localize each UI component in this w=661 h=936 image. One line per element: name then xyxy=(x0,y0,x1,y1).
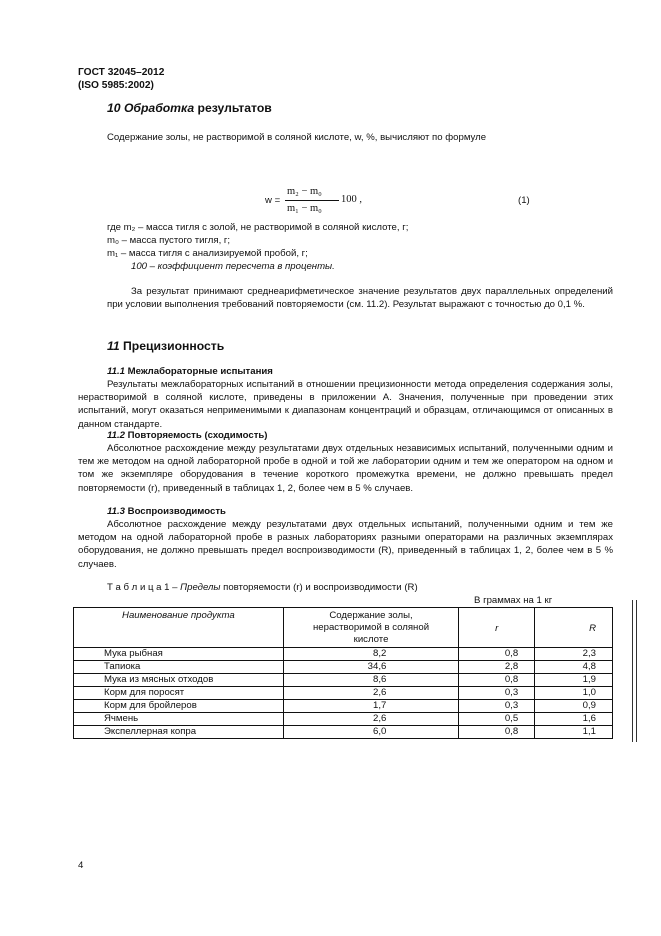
where-line-m0: m₀ – масса пустого тигля, г; xyxy=(107,235,231,246)
s11-1-text: Результаты межлабораторных испытаний в отношении прецизионности метода определения содержания золы, нерастворимой в соляной кислоте, приведены в приложении А. Значения, полученные при проведении этих испытаний, могут оказаться неприменимыми к диапазонам концентраций и образцам, отличающимся от описанных в данном стандарте. xyxy=(78,379,613,430)
section-10-number-title: 10 Обработка xyxy=(107,101,195,115)
cell-r: 0,5 xyxy=(459,713,535,726)
cell-r: 0,3 xyxy=(459,700,535,713)
result-paragraph: За результат принимают среднеарифметическое значение результатов двух параллельных определений при условии выполнения требований повторяемости (см. 11.2). Результат выражают с точностью до 0,1 %. xyxy=(107,286,613,311)
cell-ash: 34,6 xyxy=(283,661,459,674)
table-1-caption-prefix: Т а б л и ц а 1 – xyxy=(107,582,178,593)
cell-product: Корм для бройлеров xyxy=(74,700,284,713)
col-R: R xyxy=(535,608,613,648)
cell-ash: 8,6 xyxy=(283,674,459,687)
cell-r: 0,3 xyxy=(459,687,535,700)
section-11-title-text: Прецизионность xyxy=(123,339,225,353)
fraction-bar xyxy=(285,200,339,201)
table-row xyxy=(74,700,613,713)
formula-lhs: w = xyxy=(265,195,281,206)
iso-code: (ISO 5985:2002) xyxy=(78,80,154,91)
col-ash-content: Содержание золы, нерастворимой в соляной кислоте xyxy=(283,608,459,648)
where-line-m1: m₁ – масса тигля с анализируемой пробой, г; xyxy=(107,248,308,259)
cell-r: 2,8 xyxy=(459,661,535,674)
formula-numerator: m₂ − m₀ xyxy=(287,186,322,197)
section-11-number: 11 xyxy=(107,339,120,353)
cell-R: 0,9 xyxy=(535,700,613,713)
s11-3-text: Абсолютное расхождение между результатами двух отдельных испытаний, полученными одним и тем же методом на одной лабораторной пробе в разных лабораториях разными операторами на различных экземплярах оборудования, не должно превышать предел воспроизводимости (R), приведенный в таблицах 1, 2, более чем в 5 % случаев. xyxy=(78,519,613,570)
change-bar xyxy=(632,600,633,742)
table-1-caption xyxy=(107,582,418,593)
table-row xyxy=(74,726,613,739)
s11-1-heading xyxy=(107,366,273,377)
table-row xyxy=(74,687,613,700)
s11-2-title: Повторяемость (сходимость) xyxy=(127,430,268,441)
table-row xyxy=(74,661,613,674)
s11-2-heading xyxy=(107,430,268,441)
s11-2-text: Абсолютное расхождение между результатами двух отдельных независимых испытаний, полученными одним и тем же методом на одной лабораторной пробе в одной и той же лаборатории одним и тем же оператором на одном и том же экземпляре оборудования в течение короткого промежутка времени, не должно превышать предел повторяемости (r), приведенный в таблицах 1, 2, более чем в 5 % случаев. xyxy=(78,443,613,494)
where-line-m2: где m₂ – масса тигля с золой, не растворимой в соляной кислоте, г; xyxy=(107,222,409,233)
cell-ash: 8,2 xyxy=(283,648,459,661)
formula-denominator: m₁ − m₀ xyxy=(287,203,322,214)
table-1-caption-italic: Пределы xyxy=(180,582,221,593)
cell-R: 2,3 xyxy=(535,648,613,661)
col-product: Наименование продукта xyxy=(74,608,284,648)
s11-1-num: 11.1 xyxy=(107,366,125,377)
cell-ash: 2,6 xyxy=(283,713,459,726)
table-row xyxy=(74,648,613,661)
s11-3-num: 11.3 xyxy=(107,506,125,517)
change-bar xyxy=(636,600,637,742)
col-r: r xyxy=(459,608,535,648)
cell-r: 0,8 xyxy=(459,726,535,739)
formula-number: (1) xyxy=(518,195,530,206)
cell-ash: 1,7 xyxy=(283,700,459,713)
standard-code: ГОСТ 32045–2012 xyxy=(78,67,165,78)
section-11-title xyxy=(107,339,224,353)
s11-2-num: 11.2 xyxy=(107,430,125,441)
table-row xyxy=(74,674,613,687)
s11-3-title: Воспроизводимость xyxy=(127,506,226,517)
cell-product: Мука из мясных отходов xyxy=(74,674,284,687)
section-10-title-rest: результатов xyxy=(197,101,272,115)
section-10-intro: Содержание золы, не растворимой в соляной кислоте, w, %, вычисляют по формуле xyxy=(107,132,487,143)
cell-ash: 2,6 xyxy=(283,687,459,700)
formula-1 xyxy=(265,186,375,218)
section-10-title xyxy=(107,101,272,115)
cell-product: Тапиока xyxy=(74,661,284,674)
cell-r: 0,8 xyxy=(459,648,535,661)
where-line-100: 100 – коэффициент пересчета в проценты. xyxy=(131,261,335,272)
cell-product: Корм для поросят xyxy=(74,687,284,700)
s11-1-title: Межлабораторные испытания xyxy=(127,366,273,377)
cell-product: Экспеллерная копра xyxy=(74,726,284,739)
cell-r: 0,8 xyxy=(459,674,535,687)
table-1 xyxy=(73,607,613,739)
table-header-row xyxy=(74,608,613,648)
s11-3-heading xyxy=(107,506,226,517)
table-1-caption-rest: повторяемости (r) и воспроизводимости (R) xyxy=(223,582,418,593)
page-number: 4 xyxy=(78,860,84,871)
cell-R: 4,8 xyxy=(535,661,613,674)
cell-R: 1,1 xyxy=(535,726,613,739)
table-1-units: В граммах на 1 кг xyxy=(474,595,553,606)
cell-R: 1,6 xyxy=(535,713,613,726)
table-body xyxy=(74,648,613,739)
cell-R: 1,0 xyxy=(535,687,613,700)
cell-R: 1,9 xyxy=(535,674,613,687)
table-row xyxy=(74,713,613,726)
cell-product: Мука рыбная xyxy=(74,648,284,661)
cell-product: Ячмень xyxy=(74,713,284,726)
cell-ash: 6,0 xyxy=(283,726,459,739)
formula-factor: 100 , xyxy=(341,194,362,205)
